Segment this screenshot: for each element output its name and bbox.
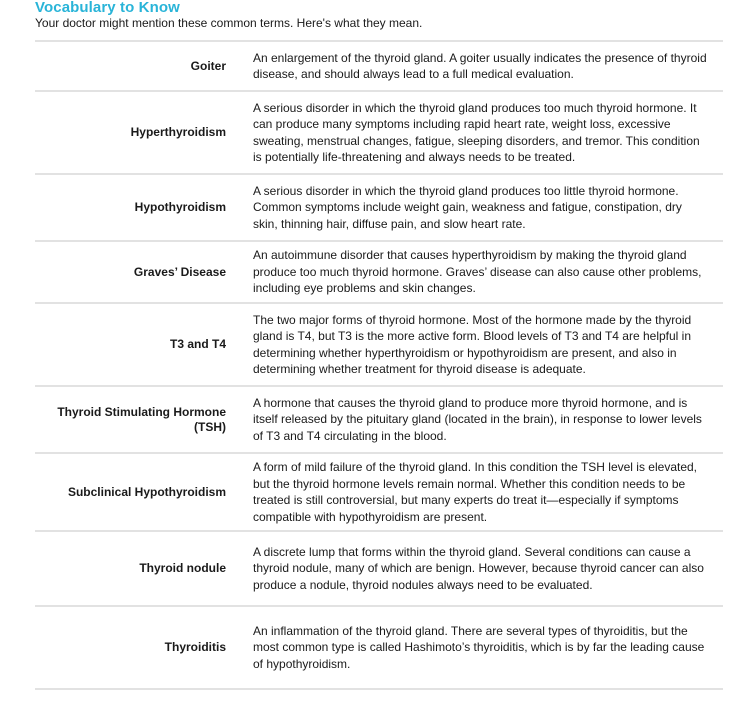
vocab-row-hypothyroidism: [35, 175, 723, 242]
term-definition: A form of mild failure of the thyroid gland. In this condition the TSH level is elevated, but the thyroid hormone levels remain normal. Whether this condition needs to be treated is still controversial, but many experts do treat it—especially if symptoms compatible with hypothyroidism are present.: [253, 460, 698, 524]
term-definition: A hormone that causes the thyroid gland to produce more thyroid hormone, and is itself released by the pituitary gland (located in the brain), in response to lower levels of T3 and T4 circulating in the blood.: [253, 395, 702, 443]
term-label: Thyroiditis: [164, 640, 226, 654]
term-definition: A serious disorder in which the thyroid gland produces too little thyroid hormone. Common symptoms include weight gain, weakness and fatigue, constipation, dry skin, thinning hair, diffuse pain, and slow heart rate.: [253, 183, 682, 231]
page-subtitle: Your doctor might mention these common terms. Here's what they mean.: [35, 16, 423, 30]
term-definition: A serious disorder in which the thyroid gland produces too much thyroid hormone. It can produce many symptoms including rapid heart rate, weight loss, excessive sweating, menstrual changes, fatigue, sleeping disorders, and tremor. This condition is potentially life-threatening and always needs to be treated.: [253, 100, 700, 164]
vocab-row-thyroiditis: [35, 607, 723, 690]
term-label: T3 and T4: [169, 337, 226, 351]
term-label: Goiter: [190, 58, 226, 73]
vocab-row-t3-t4: [35, 304, 723, 387]
term-definition: A discrete lump that forms within the thyroid gland. Several conditions can cause a thyroid nodule, many of which are benign. However, because thyroid cancer can also produce a nodule, thyroid nodules always need to be evaluated.: [253, 544, 704, 592]
page-title: Vocabulary to Know: [35, 0, 180, 16]
vocab-row-thyroid-nodule: [35, 532, 723, 607]
term-label: Hyperthyroidism: [130, 125, 226, 139]
term-label: Thyroid nodule: [139, 561, 226, 575]
term-label: Subclinical Hypothyroidism: [67, 484, 226, 499]
vocab-row-hyperthyroidism: [35, 92, 723, 175]
term-definition: An inflammation of the thyroid gland. There are several types of thyroiditis, but the most common type is called Hashimoto’s thyroiditis, which is by far the leading cause of hypothyroidism.: [253, 623, 705, 671]
vocab-row-subclinical-hypothyroidism: [35, 454, 723, 532]
term-definition: The two major forms of thyroid hormone. Most of the hormone made by the thyroid gland is T4, but T3 is the more active form. Blood levels of T3 and T4 are helpful in determining whether hyperthyroidism or hypothyroidism are present, and also in determining whether treatment for thyroid disease is adequate.: [253, 312, 692, 376]
term-label: Graves’ Disease: [133, 264, 226, 279]
vocab-row-graves-disease: [35, 242, 723, 304]
vocabulary-table: [35, 40, 723, 690]
term-definition: An autoimmune disorder that causes hyperthyroidism by making the thyroid gland produce too much thyroid hormone. Graves’ disease can also cause other problems, including eye problems and skin changes.: [253, 248, 702, 296]
term-label: Hypothyroidism: [134, 200, 226, 214]
vocab-row-tsh: [35, 387, 723, 454]
term-definition: An enlargement of the thyroid gland. A goiter usually indicates the presence of thyroid disease, and should always lead to a full medical evaluation.: [253, 50, 707, 81]
vocab-row-goiter: [35, 42, 723, 92]
term-label: Thyroid Stimulating Hormone (TSH): [57, 404, 226, 434]
